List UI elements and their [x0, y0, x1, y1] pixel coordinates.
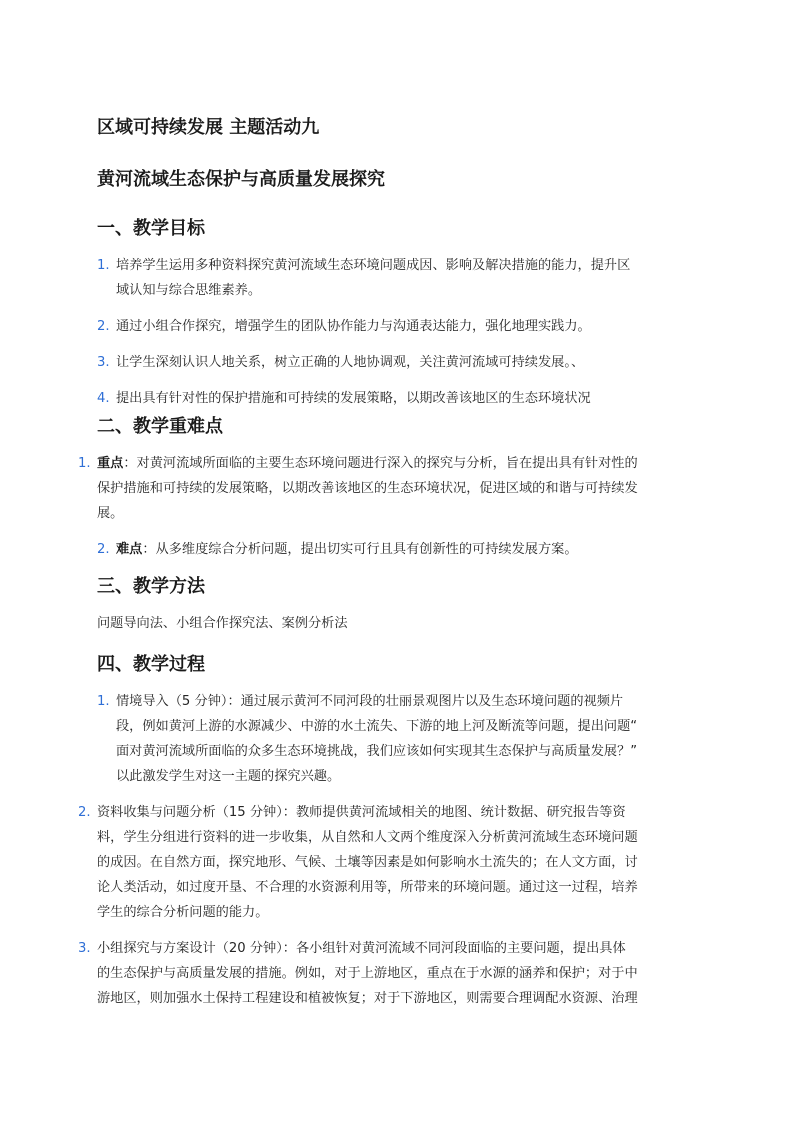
list-text: 重点：对黄河流域所面临的主要生态环境问题进行深入的探究与分析，旨在提出具有针对性的	[97, 456, 638, 471]
section-heading-key-points: 二、教学重难点	[97, 416, 223, 437]
section-heading-objectives: 一、教学目标	[97, 218, 205, 239]
list-text: 情境导入（5 分钟）：通过展示黄河不同河段的壮丽景观图片以及生态环境问题的视频片	[116, 694, 624, 709]
document-title: 区域可持续发展 主题活动九	[97, 117, 320, 138]
list-text: 通过小组合作探究，增强学生的团队协作能力与沟通表达能力，强化地理实践力。	[116, 319, 591, 334]
list-number: 1.	[97, 694, 110, 709]
list-number: 4.	[97, 391, 110, 406]
list-item	[97, 253, 631, 303]
list-item	[78, 936, 638, 1011]
list-number: 3.	[97, 355, 110, 370]
list-text: 面对黄河流域所面临的众多生态环境挑战，我们应该如何实现其生态保护与高质量发展？”	[116, 744, 638, 759]
list-text: 以此激发学生对这一主题的探究兴趣。	[116, 769, 341, 784]
list-item	[78, 800, 638, 925]
key-point-label: 重点	[97, 456, 124, 471]
list-number: 3.	[78, 941, 91, 956]
key-point-label: 难点	[116, 542, 143, 557]
key-points-list	[78, 451, 638, 562]
list-text: 学生的综合分析问题的能力。	[97, 905, 269, 920]
objectives-list	[97, 253, 631, 411]
section-heading-methods: 三、教学方法	[97, 576, 205, 597]
list-text: 难点：从多维度综合分析问题，提出切实可行且具有创新性的可持续发展方案。	[116, 542, 578, 557]
list-text: 段，例如黄河上游的水源减少、中游的水土流失、下游的地上河及断流等问题，提出问题“	[116, 719, 638, 734]
methods-text: 问题导向法、小组合作探究法、案例分析法	[97, 616, 348, 631]
list-text: 域认知与综合思维素养。	[116, 283, 262, 298]
list-text: 培养学生运用多种资料探究黄河流域生态环境问题成因、影响及解决措施的能力，提升区	[116, 258, 631, 273]
document-subtitle: 黄河流域生态保护与高质量发展探究	[97, 169, 385, 190]
section-heading-process: 四、教学过程	[97, 654, 205, 675]
list-text: 游地区，则加强水土保持工程建设和植被恢复；对于下游地区，则需要合理调配水资源、治理	[97, 991, 638, 1006]
list-number: 2.	[97, 319, 110, 334]
list-text: 保护措施和可持续的发展策略，以期改善该地区的生态环境状况，促进区域的和谐与可持续发	[97, 481, 638, 496]
list-text: 料，学生分组进行资料的进一步收集，从自然和人文两个维度深入分析黄河流域生态环境问题	[97, 830, 638, 845]
list-item	[97, 350, 630, 375]
list-text: 提出具有针对性的保护措施和可持续的发展策略，以期改善该地区的生态环境状况	[116, 391, 591, 406]
list-text: 论人类活动，如过度开垦、不合理的水资源利用等，所带来的环境问题。通过这一过程，培养	[97, 880, 638, 895]
list-number: 1.	[97, 258, 110, 273]
list-text: 的生态保护与高质量发展的措施。例如，对于上游地区，重点在于水源的涵养和保护；对于中	[97, 966, 638, 981]
list-item	[97, 386, 630, 411]
list-text: 资料收集与问题分析（15 分钟）：教师提供黄河流域相关的地图、统计数据、研究报告等资	[97, 805, 626, 820]
process-list	[78, 689, 638, 1011]
list-number: 2.	[78, 805, 91, 820]
list-item	[78, 451, 638, 526]
list-item	[97, 314, 630, 339]
list-text: 的成因。在自然方面，探究地形、气候、土壤等因素是如何影响水土流失的；在人文方面，讨	[97, 855, 638, 870]
list-text: 让学生深刻认识人地关系，树立正确的人地协调观，关注黄河流域可持续发展。、	[116, 355, 585, 370]
list-text: 小组探究与方案设计（20 分钟）：各小组针对黄河流域不同河段面临的主要问题，提出具体	[97, 941, 626, 956]
list-number: 1.	[78, 456, 91, 471]
list-item	[97, 689, 638, 789]
list-number: 2.	[97, 542, 110, 557]
list-item	[97, 537, 638, 562]
list-text: 展。	[97, 506, 124, 521]
